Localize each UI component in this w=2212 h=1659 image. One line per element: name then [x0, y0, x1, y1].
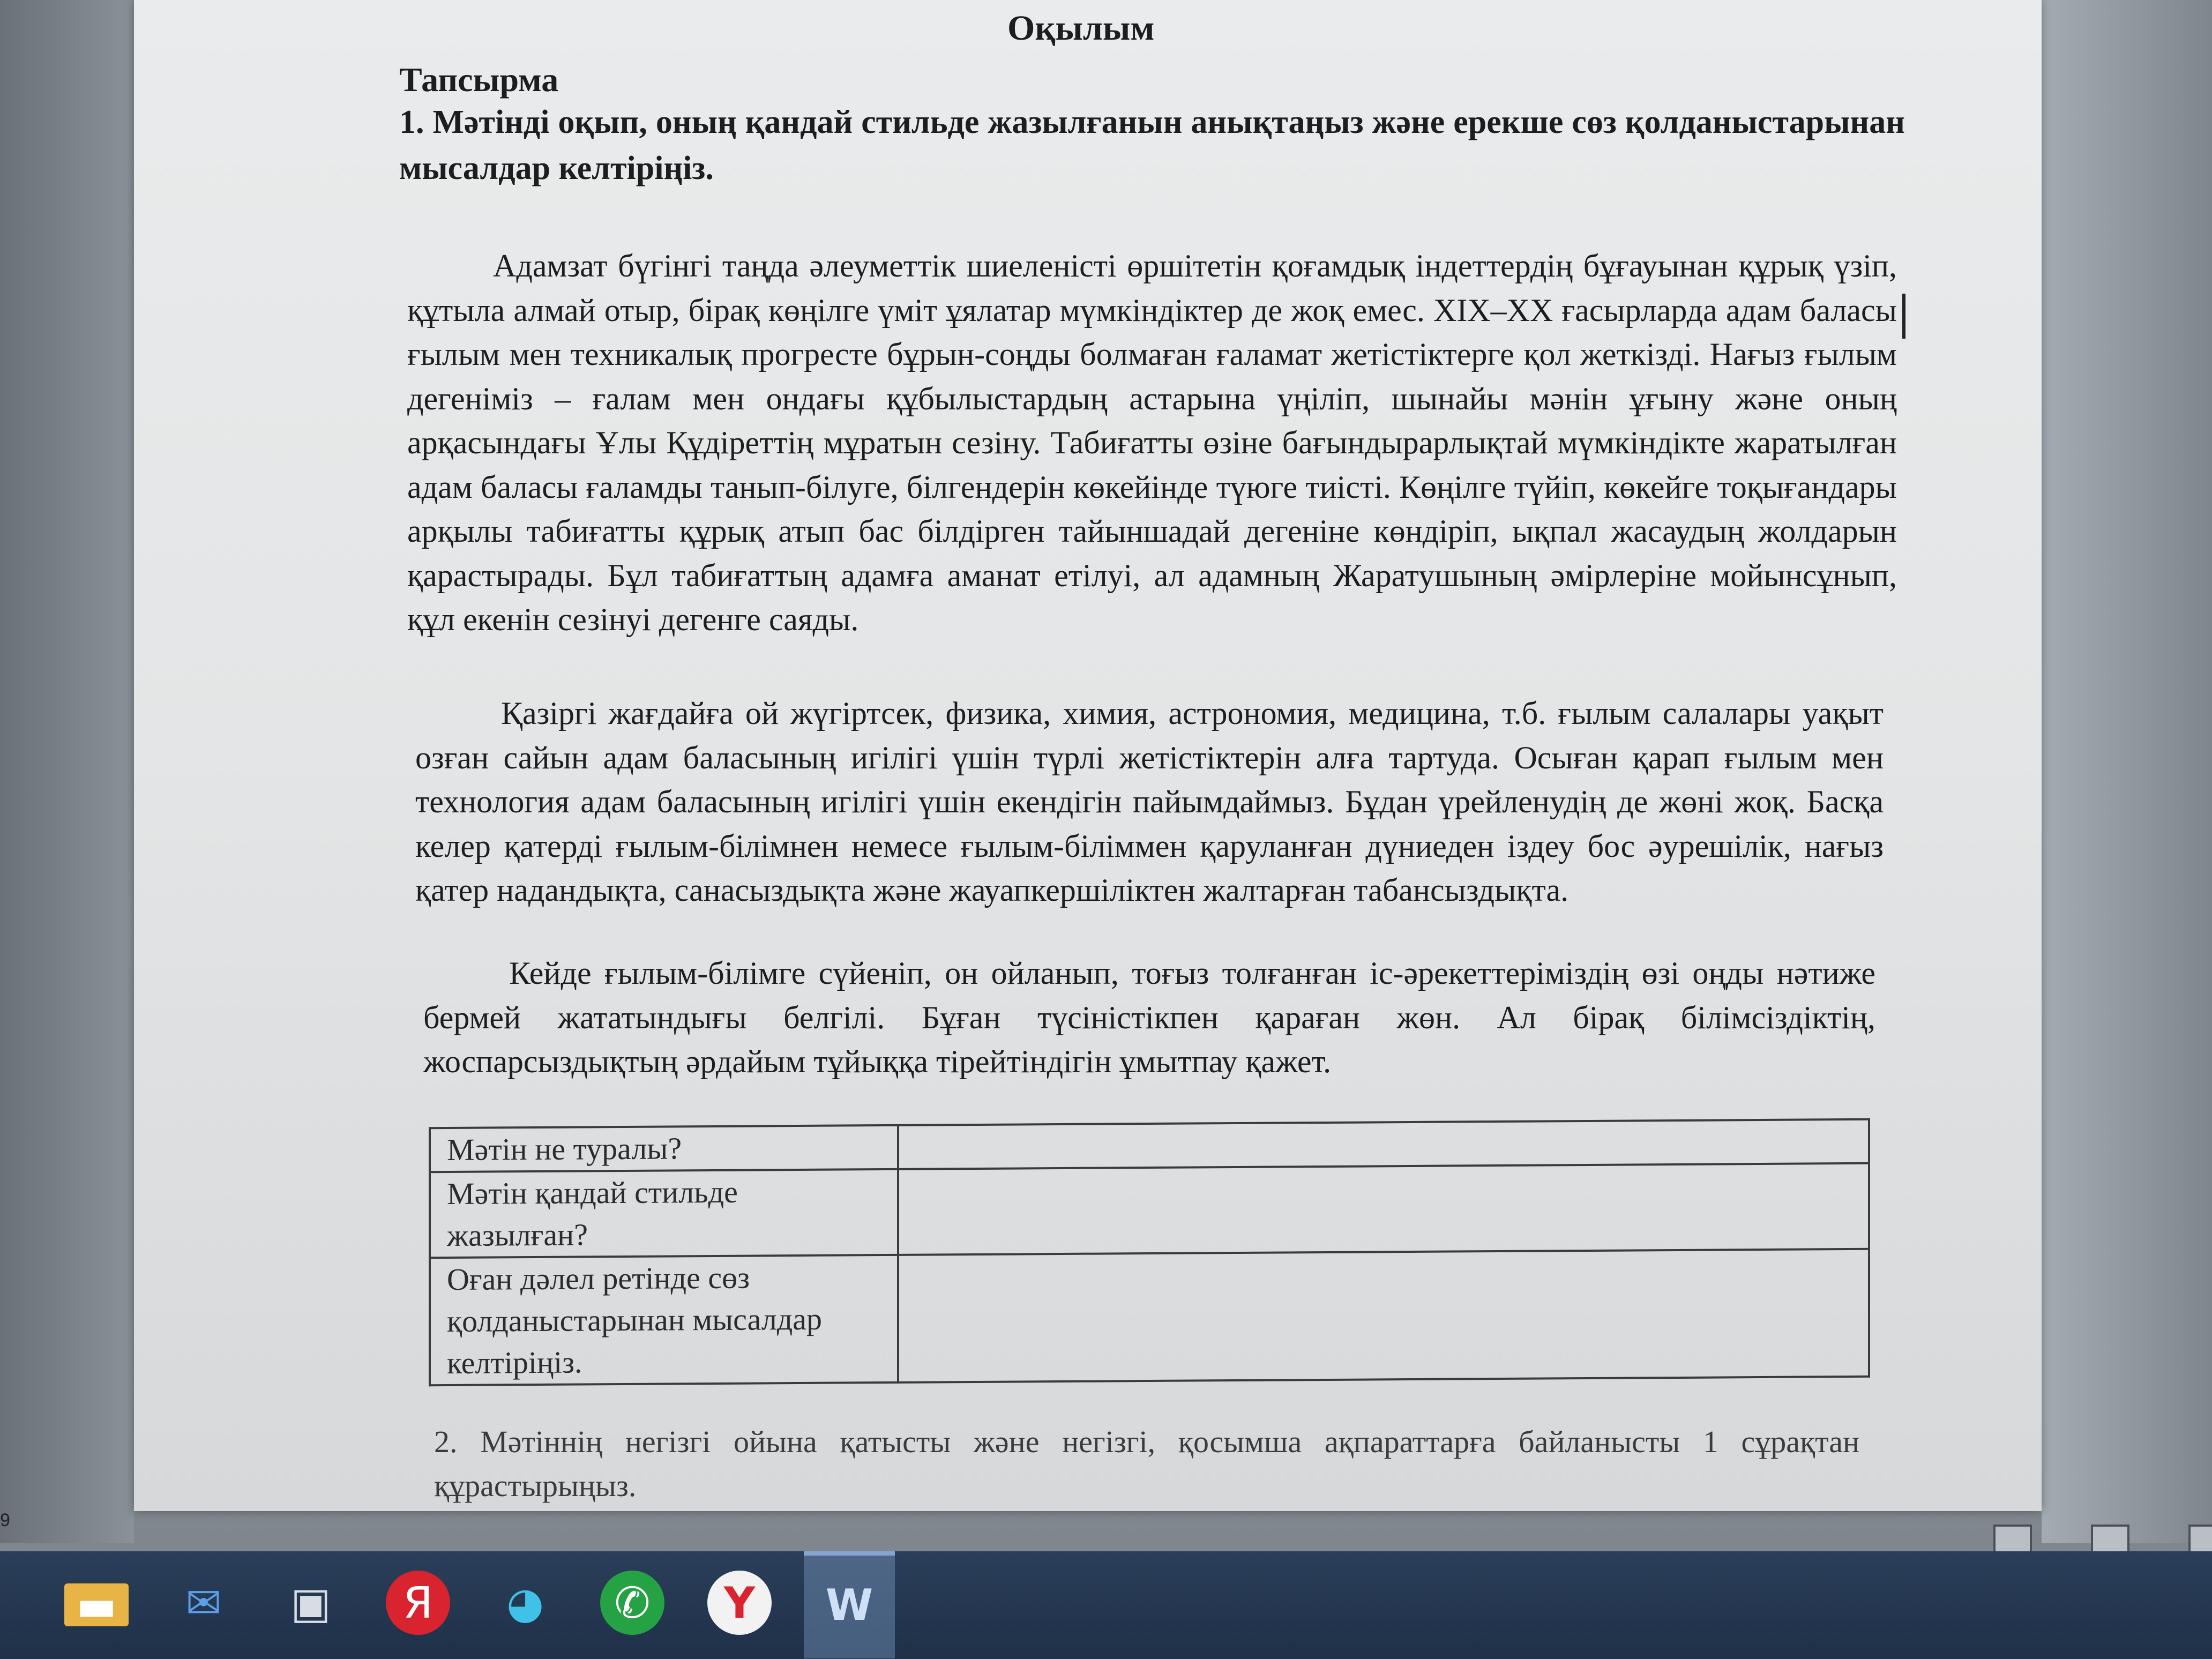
text-cursor — [1902, 294, 1905, 339]
table-row — [430, 1249, 1869, 1385]
document-gutter-right[interactable] — [2042, 0, 2212, 1543]
mail-icon[interactable]: ✉ — [185, 1578, 222, 1628]
table-question-cell: Мәтін қандай стильде жазылған? — [430, 1169, 898, 1258]
table-answer-cell[interactable] — [898, 1249, 1869, 1382]
table-answer-cell[interactable] — [898, 1119, 1869, 1169]
paragraph-3: Кейде ғылым-білімге сүйеніп, он ойланып, тоғыз толғанған іс-әрекеттеріміздің өзі оңды нәтиже бермей жататындығы белгілі. Бұған түсіністікпен қараған жөн. Ал бірақ білімсіздіктің, жоспарсыздықтың әрдайым тұйыққа тірейтіндігін ұмытпау қажет. — [423, 955, 1875, 1079]
yandex-icon[interactable]: Y — [707, 1571, 772, 1635]
paragraph-2: Қазіргі жағдайға ой жүгіртсек, физика, химия, астрономия, медицина, т.б. ғылым салалары уақыт озған сайын адам баласының игілігі үшін түрлі жетістіктерін алға тартуда. Осыған қарап ғылым мен технология адам баласының игілігі үшін екендігін пайымдаймыз. Бұдан үрейленудің де жөні жоқ. Басқа келер қатерді ғылым-білімнен немесе ғылым-біліммен қаруланған дүниеден іздеу бос әурешілік, нағыз қатер надандықта, санасыздықта және жауапкершіліктен жалтарған табансыздықта. — [415, 696, 1884, 908]
document-gutter-left — [0, 0, 134, 1543]
folder-icon[interactable]: ▬ — [64, 1583, 129, 1626]
whatsapp-icon[interactable]: ✆ — [600, 1571, 664, 1635]
task-two-instruction: 2. Мәтіннің негізгі ойына қатысты және негізгі, қосымша ақпараттарға байланысты 1 сұрақтан құрастырыңыз. — [434, 1424, 1859, 1503]
task-one-instruction: 1. Мәтінді оқып, оның қандай стильде жазылғанын анықтаңыз және ерекше сөз қолданыстарынан мысалдар келтіріңіз. — [399, 104, 1905, 186]
yandex-browser-icon[interactable]: Я — [386, 1571, 450, 1635]
word-icon[interactable]: W — [804, 1551, 895, 1658]
paragraph-1: Адамзат бүгінгі таңда әлеуметтік шиеленісті өршітетін қоғамдық індеттердің бұғауынан құрық үзіп, құтыла алмай отыр, бірақ көңілге үміт ұялатар мүмкіндіктер де жоқ емес. XIX–XX ғасырларда адам баласы ғылым мен техникалық прогресте бұрын-соңды болмаған ғаламат жетістіктерге қол жеткізді. Нағыз ғылым дегеніміз – ғалам мен ондағы құбылыстардың астарына үңіліп, шынайы мәнін ұғыну және оның арқасындағы Ұлы Құдіреттің мұратын сезіну. Табиғатты өзіне бағындырарлықтай мүмкіндікте жаратылған адам баласы ғаламды танып-білуге, білгендерін көкейінде түюге тиісті. Көңілге түйіп, көкейге тоқығандары арқылы табиғатты құрық атып бас білдірген тайыншадай дегеніне көндіріп, ықпал жасаудың жолдарын қарастырады. Бұл табиғаттың адамға аманат етілуі, ал адамның Жаратушының әмірлеріне мойынсұнып, құл екенін сезінуі дегенге саяды. — [407, 248, 1897, 637]
document-title: Оқылым — [1007, 9, 1155, 48]
answer-table — [429, 1118, 1870, 1386]
edge-icon[interactable]: ◕ — [506, 1578, 544, 1628]
table-answer-cell[interactable] — [898, 1163, 1869, 1255]
page-indicator[interactable]: 9 — [0, 1510, 10, 1530]
table-question-cell: Мәтін не туралы? — [430, 1125, 898, 1172]
table-question-cell: Оған дәлел ретінде сөз қолданыстарынан мысалдар келтіріңіз. — [430, 1255, 898, 1385]
task-heading: Тапсырма — [399, 61, 559, 99]
store-icon[interactable]: ▣ — [290, 1578, 331, 1628]
table-row — [430, 1163, 1869, 1258]
